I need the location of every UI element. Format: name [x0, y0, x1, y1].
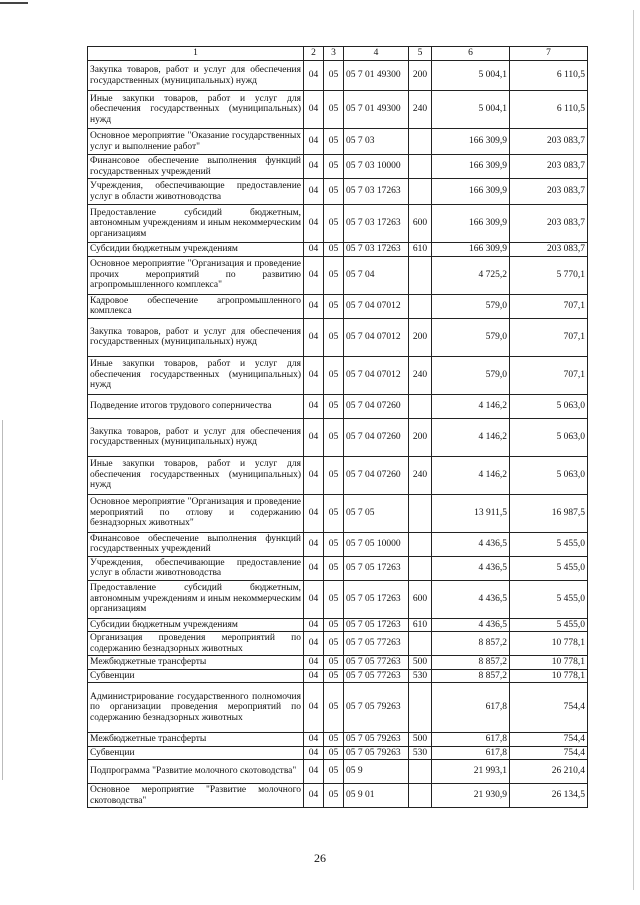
row-value-col6: 166 309,9: [432, 129, 510, 155]
row-name: Межбюджетные трансферты: [88, 733, 304, 747]
table-row: [88, 243, 588, 257]
header-col-5: 5: [409, 47, 432, 61]
row-value-col7: 203 083,7: [510, 205, 588, 243]
row-target-code: 05 7 05 77263: [344, 669, 409, 683]
row-name: Основное мероприятие "Организация и проведение мероприятий по отлову и содержанию безнадзорных животных": [88, 494, 304, 532]
row-target-code: 05 7 05 17263: [344, 580, 409, 618]
row-expense-type: [409, 179, 432, 205]
row-section: 04: [304, 733, 324, 747]
row-expense-type: [409, 632, 432, 656]
row-section: 04: [304, 456, 324, 494]
row-target-code: 05 7 04 07012: [344, 318, 409, 356]
row-subsection: 05: [324, 243, 344, 257]
row-value-col6: 8 857,2: [432, 656, 510, 670]
row-section: 04: [304, 243, 324, 257]
row-value-col6: 5 004,1: [432, 61, 510, 91]
row-name: Предоставление субсидий бюджетным, автономным учреждениям и иным некоммерческим организациям: [88, 580, 304, 618]
row-subsection: 05: [324, 318, 344, 356]
row-target-code: 05 9: [344, 760, 409, 784]
row-expense-type: 240: [409, 91, 432, 129]
row-expense-type: [409, 256, 432, 294]
row-section: 04: [304, 91, 324, 129]
budget-table: [87, 46, 588, 808]
row-subsection: 05: [324, 683, 344, 733]
row-value-col6: 13 911,5: [432, 494, 510, 532]
row-section: 04: [304, 656, 324, 670]
row-target-code: 05 7 03 10000: [344, 155, 409, 179]
row-target-code: 05 7 01 49300: [344, 91, 409, 129]
row-section: 04: [304, 784, 324, 808]
row-expense-type: [409, 129, 432, 155]
row-value-col6: 166 309,9: [432, 205, 510, 243]
row-expense-type: 600: [409, 580, 432, 618]
row-name: Финансовое обеспечение выполнения функций государственных учреждений: [88, 155, 304, 179]
row-subsection: 05: [324, 205, 344, 243]
row-target-code: 05 7 05 79263: [344, 746, 409, 760]
row-target-code: 05 7 05 17263: [344, 618, 409, 632]
row-target-code: 05 7 03 17263: [344, 243, 409, 257]
row-expense-type: 610: [409, 243, 432, 257]
scan-edge-left: [2, 420, 3, 780]
row-section: 04: [304, 746, 324, 760]
row-section: 04: [304, 632, 324, 656]
row-target-code: 05 7 04: [344, 256, 409, 294]
row-value-col6: 617,8: [432, 733, 510, 747]
row-value-col6: 4 725,2: [432, 256, 510, 294]
row-section: 04: [304, 580, 324, 618]
row-section: 04: [304, 155, 324, 179]
row-name: Закупка товаров, работ и услуг для обеспечения государственных (муниципальных) нужд: [88, 318, 304, 356]
header-row: [88, 47, 588, 61]
row-section: 04: [304, 618, 324, 632]
row-expense-type: [409, 394, 432, 418]
table-row: [88, 494, 588, 532]
header-col-3: 3: [324, 47, 344, 61]
row-subsection: 05: [324, 456, 344, 494]
row-expense-type: [409, 532, 432, 556]
table-row: [88, 129, 588, 155]
row-name: Организация проведения мероприятий по содержанию безнадзорных животных: [88, 632, 304, 656]
row-value-col7: 203 083,7: [510, 129, 588, 155]
row-section: 04: [304, 669, 324, 683]
row-value-col6: 617,8: [432, 746, 510, 760]
row-name: Основное мероприятие "Развитие молочного скотоводства": [88, 784, 304, 808]
row-value-col6: 4 146,2: [432, 418, 510, 456]
header-col-7: 7: [510, 47, 588, 61]
row-expense-type: [409, 556, 432, 580]
row-section: 04: [304, 179, 324, 205]
row-name: Субсидии бюджетным учреждениям: [88, 243, 304, 257]
table-row: [88, 155, 588, 179]
row-value-col7: 26 210,4: [510, 760, 588, 784]
row-subsection: 05: [324, 155, 344, 179]
row-target-code: 05 7 05 79263: [344, 733, 409, 747]
table-row: [88, 618, 588, 632]
row-target-code: 05 7 03 17263: [344, 179, 409, 205]
row-target-code: 05 7 04 07012: [344, 294, 409, 318]
row-name: Подведение итогов трудового соперничества: [88, 394, 304, 418]
row-expense-type: [409, 784, 432, 808]
table-row: [88, 356, 588, 394]
row-subsection: 05: [324, 656, 344, 670]
row-value-col6: 5 004,1: [432, 91, 510, 129]
row-subsection: 05: [324, 556, 344, 580]
row-name: Основное мероприятие "Организация и проведение прочих мероприятий по развитию агропромышленного комплекса": [88, 256, 304, 294]
row-subsection: 05: [324, 760, 344, 784]
table-row: [88, 669, 588, 683]
row-subsection: 05: [324, 129, 344, 155]
row-section: 04: [304, 418, 324, 456]
row-target-code: 05 7 05 77263: [344, 632, 409, 656]
row-value-col7: 754,4: [510, 733, 588, 747]
row-section: 04: [304, 318, 324, 356]
row-subsection: 05: [324, 418, 344, 456]
row-value-col6: 579,0: [432, 356, 510, 394]
table-body: [88, 61, 588, 808]
table-row: [88, 784, 588, 808]
row-value-col7: 6 110,5: [510, 91, 588, 129]
row-value-col7: 16 987,5: [510, 494, 588, 532]
table-row: [88, 294, 588, 318]
table-row: [88, 205, 588, 243]
row-section: 04: [304, 205, 324, 243]
table-row: [88, 656, 588, 670]
table-header: [88, 47, 588, 61]
row-subsection: 05: [324, 618, 344, 632]
row-value-col6: 21 930,9: [432, 784, 510, 808]
row-name: Закупка товаров, работ и услуг для обеспечения государственных (муниципальных) нужд: [88, 418, 304, 456]
page-number: 26: [314, 851, 326, 865]
header-col-2: 2: [304, 47, 324, 61]
row-value-col7: 5 455,0: [510, 556, 588, 580]
row-value-col6: 8 857,2: [432, 632, 510, 656]
row-subsection: 05: [324, 746, 344, 760]
header-col-1: 1: [88, 47, 304, 61]
row-name: Администрирование государственного полномочия по организации проведения мероприятий по содержанию безнадзорных животных: [88, 683, 304, 733]
row-subsection: 05: [324, 256, 344, 294]
table-row: [88, 632, 588, 656]
row-expense-type: 500: [409, 733, 432, 747]
table-row: [88, 683, 588, 733]
row-expense-type: [409, 155, 432, 179]
row-expense-type: 500: [409, 656, 432, 670]
row-name: Закупка товаров, работ и услуг для обеспечения государственных (муниципальных) нужд: [88, 61, 304, 91]
row-section: 04: [304, 356, 324, 394]
row-name: Субвенции: [88, 669, 304, 683]
row-target-code: 05 7 03: [344, 129, 409, 155]
row-value-col6: 166 309,9: [432, 179, 510, 205]
row-section: 04: [304, 532, 324, 556]
row-section: 04: [304, 760, 324, 784]
table-row: [88, 760, 588, 784]
row-value-col6: 21 993,1: [432, 760, 510, 784]
row-expense-type: 200: [409, 418, 432, 456]
row-value-col7: 5 455,0: [510, 580, 588, 618]
table-row: [88, 318, 588, 356]
row-target-code: 05 7 04 07260: [344, 418, 409, 456]
table-row: [88, 91, 588, 129]
row-expense-type: 610: [409, 618, 432, 632]
table-row: [88, 456, 588, 494]
row-target-code: 05 7 05 77263: [344, 656, 409, 670]
table-row: [88, 733, 588, 747]
row-section: 04: [304, 129, 324, 155]
row-name: Субсидии бюджетным учреждениям: [88, 618, 304, 632]
row-expense-type: [409, 294, 432, 318]
row-section: 04: [304, 494, 324, 532]
row-target-code: 05 7 05 10000: [344, 532, 409, 556]
row-value-col7: 6 110,5: [510, 61, 588, 91]
row-target-code: 05 7 05: [344, 494, 409, 532]
row-value-col7: 754,4: [510, 746, 588, 760]
row-subsection: 05: [324, 580, 344, 618]
table-row: [88, 256, 588, 294]
row-value-col6: 8 857,2: [432, 669, 510, 683]
row-name: Иные закупки товаров, работ и услуг для обеспечения государственных (муниципальных) нужд: [88, 456, 304, 494]
row-value-col7: 5 770,1: [510, 256, 588, 294]
row-target-code: 05 7 04 07260: [344, 456, 409, 494]
row-expense-type: 530: [409, 746, 432, 760]
row-value-col7: 10 778,1: [510, 656, 588, 670]
row-value-col7: 10 778,1: [510, 669, 588, 683]
row-value-col6: 4 436,5: [432, 580, 510, 618]
row-value-col7: 203 083,7: [510, 243, 588, 257]
row-name: Подпрограмма "Развитие молочного скотоводства": [88, 760, 304, 784]
row-expense-type: [409, 494, 432, 532]
table-row: [88, 418, 588, 456]
row-subsection: 05: [324, 532, 344, 556]
row-value-col7: 5 455,0: [510, 618, 588, 632]
row-section: 04: [304, 683, 324, 733]
row-value-col7: 10 778,1: [510, 632, 588, 656]
row-section: 04: [304, 61, 324, 91]
row-value-col6: 4 146,2: [432, 456, 510, 494]
row-subsection: 05: [324, 733, 344, 747]
table-row: [88, 179, 588, 205]
row-subsection: 05: [324, 394, 344, 418]
row-name: Кадровое обеспечение агропромышленного комплекса: [88, 294, 304, 318]
table-row: [88, 746, 588, 760]
row-name: Основное мероприятие "Оказание государственных услуг и выполнение работ": [88, 129, 304, 155]
row-expense-type: 600: [409, 205, 432, 243]
row-name: Субвенции: [88, 746, 304, 760]
scan-mark: [0, 2, 28, 4]
row-name: Учреждения, обеспечивающие предоставление услуг в области животноводства: [88, 179, 304, 205]
row-name: Финансовое обеспечение выполнения функций государственных учреждений: [88, 532, 304, 556]
row-subsection: 05: [324, 91, 344, 129]
row-value-col7: 5 455,0: [510, 532, 588, 556]
row-subsection: 05: [324, 356, 344, 394]
row-value-col7: 707,1: [510, 318, 588, 356]
header-col-4: 4: [344, 47, 409, 61]
row-section: 04: [304, 294, 324, 318]
row-section: 04: [304, 556, 324, 580]
header-col-6: 6: [432, 47, 510, 61]
row-value-col6: 579,0: [432, 294, 510, 318]
row-section: 04: [304, 394, 324, 418]
row-value-col7: 5 063,0: [510, 456, 588, 494]
row-value-col6: 4 146,2: [432, 394, 510, 418]
row-subsection: 05: [324, 494, 344, 532]
row-name: Предоставление субсидий бюджетным, автономным учреждениям и иным некоммерческим организациям: [88, 205, 304, 243]
row-subsection: 05: [324, 632, 344, 656]
row-target-code: 05 7 05 17263: [344, 556, 409, 580]
row-target-code: 05 7 01 49300: [344, 61, 409, 91]
row-value-col6: 4 436,5: [432, 532, 510, 556]
row-expense-type: 530: [409, 669, 432, 683]
row-value-col7: 5 063,0: [510, 394, 588, 418]
row-value-col7: 203 083,7: [510, 155, 588, 179]
row-target-code: 05 7 03 17263: [344, 205, 409, 243]
table-row: [88, 532, 588, 556]
row-value-col7: 754,4: [510, 683, 588, 733]
row-name: Учреждения, обеспечивающие предоставление услуг в области животноводства: [88, 556, 304, 580]
row-value-col6: 579,0: [432, 318, 510, 356]
row-expense-type: [409, 760, 432, 784]
row-name: Межбюджетные трансферты: [88, 656, 304, 670]
table-row: [88, 556, 588, 580]
row-expense-type: 240: [409, 356, 432, 394]
row-value-col6: 617,8: [432, 683, 510, 733]
table-row: [88, 394, 588, 418]
row-value-col6: 4 436,5: [432, 618, 510, 632]
row-expense-type: [409, 683, 432, 733]
row-subsection: 05: [324, 294, 344, 318]
row-value-col7: 26 134,5: [510, 784, 588, 808]
row-target-code: 05 7 04 07260: [344, 394, 409, 418]
row-value-col6: 166 309,9: [432, 243, 510, 257]
row-value-col7: 707,1: [510, 294, 588, 318]
row-subsection: 05: [324, 784, 344, 808]
row-target-code: 05 7 04 07012: [344, 356, 409, 394]
row-value-col6: 4 436,5: [432, 556, 510, 580]
row-subsection: 05: [324, 61, 344, 91]
row-subsection: 05: [324, 669, 344, 683]
scan-edge-right: [633, 10, 634, 890]
row-expense-type: 200: [409, 61, 432, 91]
row-target-code: 05 7 05 79263: [344, 683, 409, 733]
row-value-col7: 203 083,7: [510, 179, 588, 205]
row-value-col6: 166 309,9: [432, 155, 510, 179]
row-expense-type: 240: [409, 456, 432, 494]
row-expense-type: 200: [409, 318, 432, 356]
row-target-code: 05 9 01: [344, 784, 409, 808]
row-value-col7: 5 063,0: [510, 418, 588, 456]
table-row: [88, 61, 588, 91]
row-subsection: 05: [324, 179, 344, 205]
row-name: Иные закупки товаров, работ и услуг для обеспечения государственных (муниципальных) нужд: [88, 91, 304, 129]
row-section: 04: [304, 256, 324, 294]
row-name: Иные закупки товаров, работ и услуг для обеспечения государственных (муниципальных) нужд: [88, 356, 304, 394]
row-value-col7: 707,1: [510, 356, 588, 394]
table-row: [88, 580, 588, 618]
